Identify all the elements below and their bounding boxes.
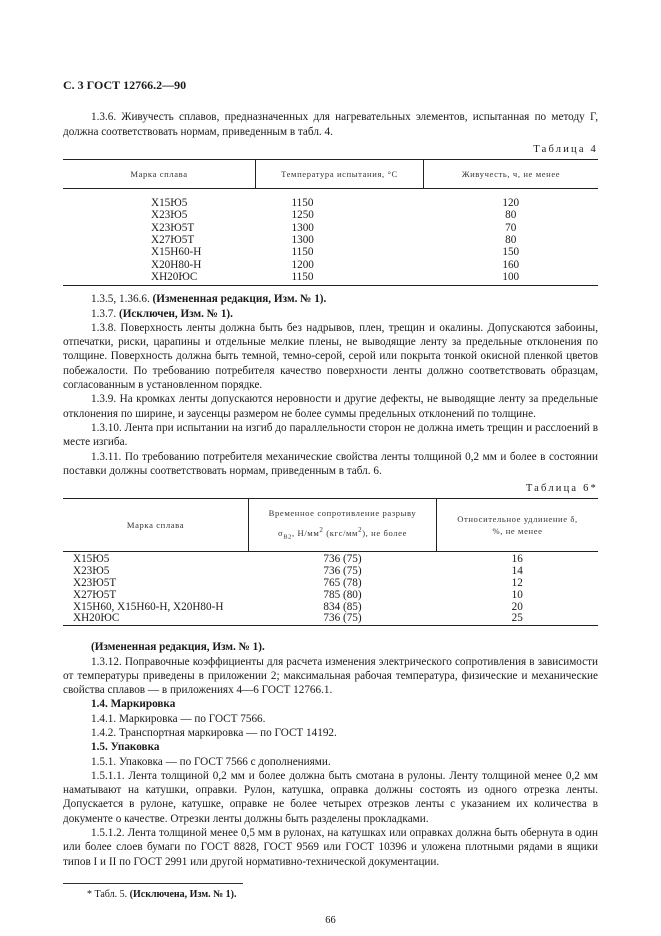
table-row — [63, 259, 598, 271]
table-row — [63, 189, 598, 210]
table-cell: 100 — [502, 270, 520, 283]
paragraph-1-3-8: 1.3.8. Поверхность ленты должна быть без надрывов, плен, трещин и окалины. Допускаются забоины, отпечатки, риски, царапины и отдельные мелкие плены, не выводящие ленту за предельные отклонения по толщине. Поверхность должна быть темной, темно-серой, серой или покрыта тонкой окисной пленкой цветов побежалости. По требованию потребителя качество поверхности ленты должно соответствовать образцам, согласованным в установленном порядке. — [63, 321, 598, 392]
footnote: * Табл. 5. (Исключена, Изм. № 1). — [87, 888, 237, 900]
table-4-header-temperature: Температура испытания, °С — [256, 160, 424, 189]
table-cell: 70 — [505, 221, 517, 234]
table-cell: Х20Н80-Н — [151, 258, 202, 271]
table-row — [63, 590, 598, 602]
table-cell: 80 — [505, 209, 517, 222]
table-row — [63, 246, 598, 258]
table-cell: 25 — [511, 612, 523, 625]
table-cell: 736 (75) — [323, 565, 362, 578]
table-4 — [63, 159, 598, 286]
table-cell: Х23Ю5Т — [151, 221, 195, 234]
paragraph-1-3-11: 1.3.11. По требованию потребителя механические свойства ленты толщиной 0,2 мм и более в состоянии поставки должны соответствовать нормам, приведенным в табл. 6. — [63, 450, 598, 477]
table-cell: 12 — [511, 577, 523, 590]
table-cell: 736 (75) — [323, 612, 362, 625]
table-row — [63, 552, 598, 566]
paragraph-1-5-1-1: 1.5.1.1. Лента толщиной 0,2 мм и более должна быть смотана в рулоны. Ленту толщиной менее 0,2 мм наматывают на катушки, оправки. Рулон, катушка, оправка должны состоять из одного отрезка ленты. Допускается в рулоне, катушке, оправке не более четырех отрезков ленты с указанием их количества в документе о качестве. Отрезки ленты должны быть разделены прокладками. — [63, 769, 598, 825]
table-cell: 736 (75) — [323, 553, 362, 566]
amended-note: (Измененная редакция, Изм. № 1). — [91, 641, 265, 654]
table-6-header-strength: Временное сопротивление разрыву $\sigma_{В2}$, $Н/мм^2$ $(кгс/мм^2)$, не более — [249, 499, 437, 552]
table-cell: Х27Ю5Т — [73, 588, 117, 601]
table-cell: 1150 — [291, 246, 314, 259]
table-cell: 16 — [511, 553, 523, 566]
table-cell: 120 — [502, 197, 520, 210]
paragraph-1-3-5: 1.3.5, 1.36.6. (Измененная редакция, Изм. № 1). — [91, 293, 327, 306]
table-row — [63, 613, 598, 625]
table-row — [63, 222, 598, 234]
table-6 — [63, 498, 598, 626]
table-cell: 160 — [502, 258, 520, 271]
table-cell: 1300 — [291, 234, 314, 247]
page-header: С. 3 ГОСТ 12766.2—90 — [63, 78, 187, 92]
table-cell: Х23Ю5 — [73, 565, 110, 578]
paragraph-1-4-1: 1.4.1. Маркировка — по ГОСТ 7566. — [91, 712, 266, 725]
section-1-5-heading: 1.5. Упаковка — [91, 741, 160, 754]
table-cell: 785 (80) — [323, 588, 362, 601]
page-number: 66 — [325, 915, 336, 927]
paragraph-1-3-7: 1.3.7. (Исключен, Изм. № 1). — [91, 307, 233, 320]
section-1-4-heading: 1.4. Маркировка — [91, 698, 176, 711]
table-cell: 765 (78) — [323, 577, 362, 590]
table-cell: 1150 — [291, 197, 314, 210]
paragraph-1-3-10: 1.3.10. Лента при испытании на изгиб до параллельности сторон не должна иметь трещин и расслоений в месте изгиба. — [63, 421, 598, 449]
table-cell: Х15Н60-Н — [151, 246, 202, 259]
paragraph-1-3-9: 1.3.9. На кромках ленты допускаются неровности и другие дефекты, не выводящие ленту за предельные отклонения по ширине, и заусенцы размером не более суммы предельных отклонений по толщине. — [63, 393, 598, 420]
document-page — [63, 78, 598, 929]
table-cell: 1250 — [291, 209, 314, 222]
paragraph-1-3-12: 1.3.12. Поправочные коэффициенты для расчета изменения электрического сопротивления в зависимости от температуры приведены в приложении 2; максимальная рабочая температура, физические и механические свойства сплавов — в приложениях 4—6 ГОСТ 12766.1. — [63, 655, 598, 697]
table-cell: 80 — [505, 234, 517, 247]
paragraph-1-3-6: 1.3.6. Живучесть сплавов, предназначенных для нагревательных элементов, испытанная по методу Г, должна соответствовать нормам, приведенным в табл. 4. — [63, 111, 598, 138]
table-cell: 150 — [502, 246, 520, 259]
table-4-header-life: Живучесть, ч, не менее — [424, 160, 599, 189]
table-row — [63, 234, 598, 246]
table-4-header-grade: Марка сплава — [63, 160, 256, 189]
table-cell: Х27Ю5Т — [151, 234, 195, 247]
table-6-header-grade: Марка сплава — [63, 499, 249, 552]
table-cell: ХН20ЮС — [151, 270, 198, 283]
table-cell: Х15Ю5 — [151, 197, 188, 210]
table-cell: 1150 — [291, 270, 314, 283]
table-cell: Х15Ю5 — [73, 553, 110, 566]
table-4-caption: Таблица 4 — [533, 143, 598, 155]
table-row — [63, 271, 598, 286]
table-cell: Х15Н60, Х15Н60-Н, Х20Н80-Н — [73, 600, 224, 613]
table-cell: 1300 — [291, 221, 314, 234]
footnote-divider — [63, 883, 243, 884]
table-6-header-elongation: Относительное удлинение δ, %, не менее — [437, 499, 599, 552]
paragraph-1-5-1-2: 1.5.1.2. Лента толщиной менее 0,5 мм в рулонах, на катушках или оправках должна быть обернута в один или более слоев бумаги по ГОСТ 8828, ГОСТ 9569 или ГОСТ 10396 и уложена плотными рядами в ящики типов I и II по ГОСТ 2991 или другой нормативно-технической документации. — [63, 827, 598, 868]
table-row — [63, 209, 598, 221]
table-cell: 20 — [511, 600, 523, 613]
table-cell: ХН20ЮС — [73, 612, 120, 625]
paragraph-1-4-2: 1.4.2. Транспортная маркировка — по ГОСТ 14192. — [91, 726, 337, 739]
table-cell: Х23Ю5 — [151, 209, 188, 222]
table-cell: 10 — [511, 588, 523, 601]
table-cell: 1200 — [291, 258, 314, 271]
paragraph-1-5-1: 1.5.1. Упаковка — по ГОСТ 7566 с дополнениями. — [91, 755, 331, 768]
table-cell: Х23Ю5Т — [73, 577, 117, 590]
table-cell: 834 (85) — [323, 600, 362, 613]
table-cell: 14 — [511, 565, 523, 578]
table-6-caption: Таблица 6* — [525, 483, 598, 495]
